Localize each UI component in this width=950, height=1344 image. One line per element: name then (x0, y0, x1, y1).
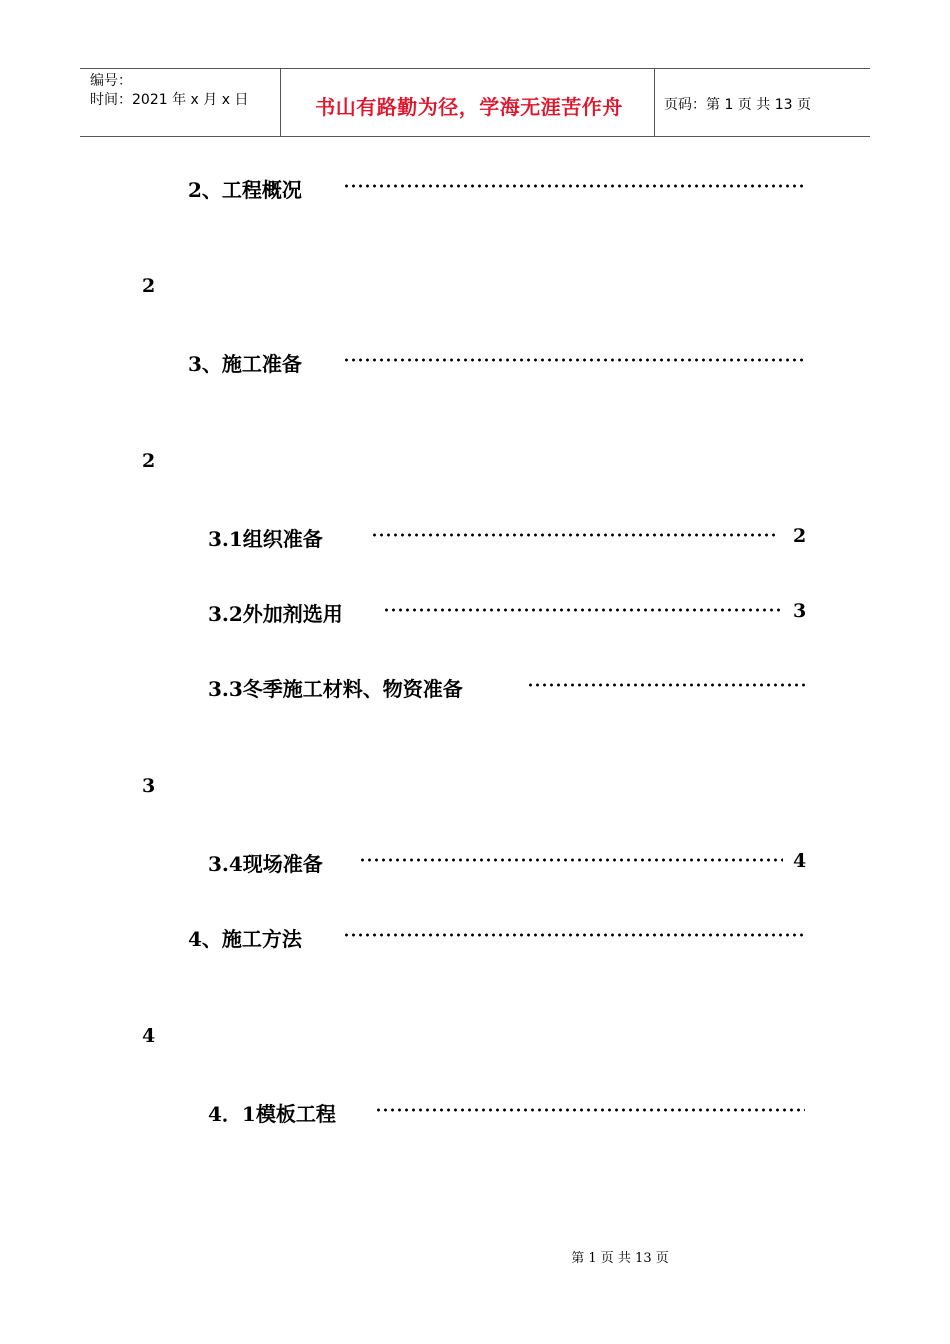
toc-entry-page: 3 (142, 775, 156, 797)
toc-entry-page: 4 (793, 850, 807, 872)
header-motto: 书山有路勤为径，学海无涯苦作舟 (315, 95, 623, 119)
toc-entry-page: 2 (793, 525, 807, 547)
toc-entry-title: 3、施工准备 (188, 352, 302, 376)
toc-entry-title: 2、工程概况 (188, 178, 302, 202)
toc-leader-dots (343, 933, 805, 937)
toc-entry-title: 3.1组织准备 (208, 527, 323, 551)
toc-leader-dots (375, 1108, 805, 1112)
header-page-info: 页码：第 1 页 共 13 页 (664, 97, 811, 113)
toc-entry-title: 3.4现场准备 (208, 852, 323, 876)
toc-entry-title: 4、施工方法 (188, 927, 302, 951)
page-header (80, 68, 870, 137)
header-divider (280, 69, 281, 136)
toc-leader-dots (371, 533, 775, 537)
toc-entry-page: 4 (142, 1025, 156, 1047)
toc-entry-page: 3 (793, 600, 807, 622)
toc-leader-dots (343, 358, 805, 362)
toc-entry-title: 3.3冬季施工材料、物资准备 (208, 677, 463, 701)
document-number-label: 编号： (90, 73, 132, 89)
toc-leader-dots (527, 683, 805, 687)
toc-leader-dots (383, 608, 783, 612)
toc-leader-dots (359, 858, 783, 862)
toc-leader-dots (343, 184, 805, 188)
page-footer: 第 1 页 共 13 页 (571, 1251, 669, 1266)
toc-entry-title: 3.2外加剂选用 (208, 602, 343, 626)
toc-entry-page: 2 (142, 275, 156, 297)
header-meta (90, 72, 248, 110)
document-date: 时间：2021 年 x 月 x 日 (90, 92, 249, 108)
toc-entry-title: 4．1模板工程 (208, 1102, 336, 1126)
toc-entry-page: 2 (142, 450, 156, 472)
